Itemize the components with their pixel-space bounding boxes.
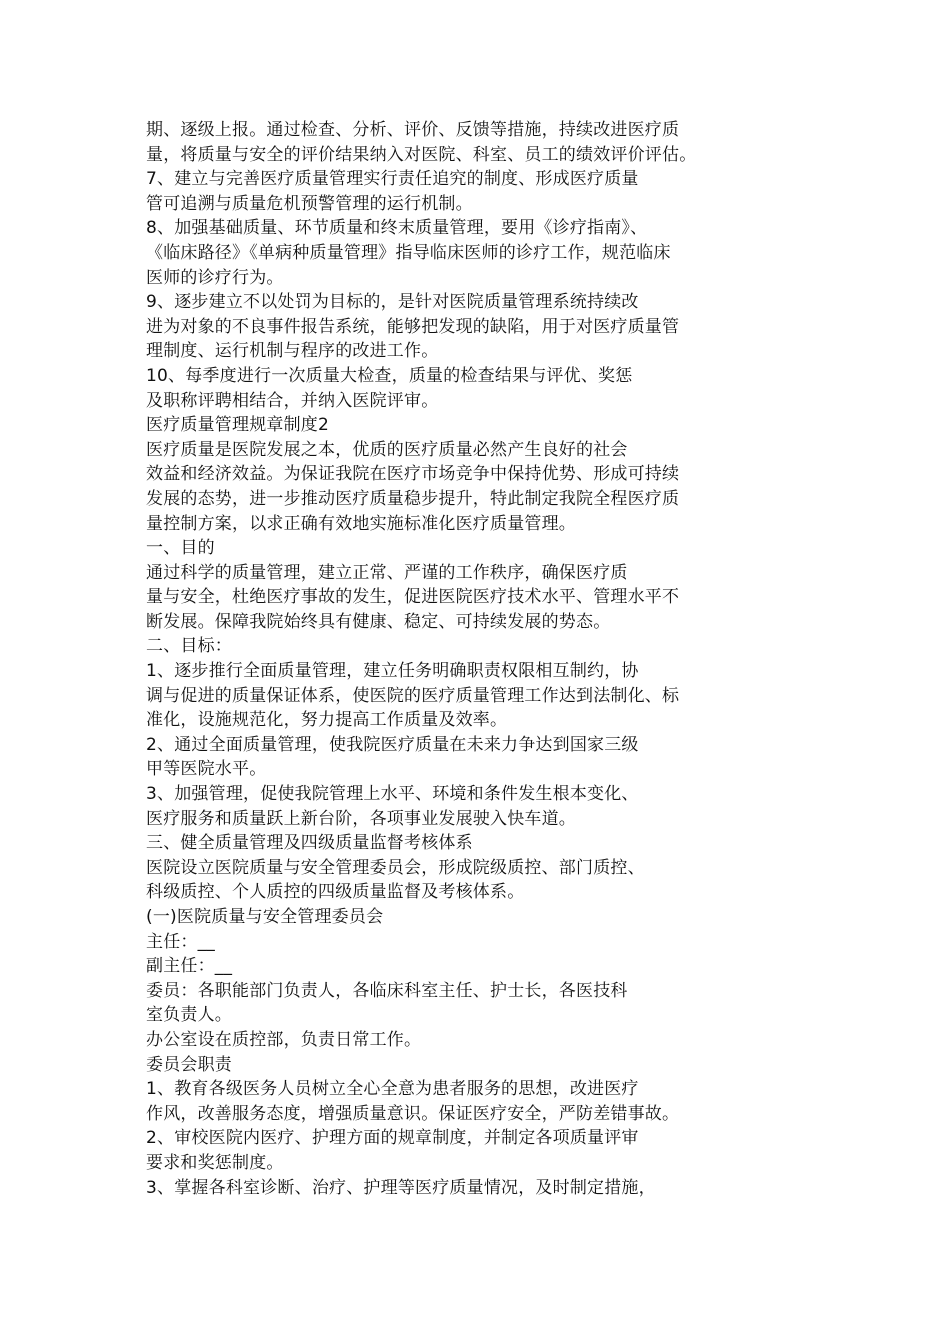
- text-line: 10、每季度进行一次质量大检查，质量的检查结果与评优、奖惩: [146, 365, 633, 386]
- text-line: 理制度、运行机制与程序的改进工作。: [146, 341, 439, 362]
- text-line: 8、加强基础质量、环节质量和终末质量管理，要用《诊疗指南》、: [146, 218, 648, 239]
- text-line: 9、逐步建立不以处罚为目标的，是针对医院质量管理系统持续改: [146, 292, 639, 313]
- subsection-heading: (一)医院质量与安全管理委员会: [146, 907, 384, 927]
- text-line: 量控制方案，以求正确有效地实施标准化医疗质量管理。: [146, 513, 576, 534]
- text-line: 办公室设在质控部，负责日常工作。: [146, 1029, 422, 1050]
- text-line: 进为对象的不良事件报告系统，能够把发现的缺陷，用于对医疗质量管: [146, 316, 680, 337]
- text-line: 医疗服务和质量跃上新台阶，各项事业发展驶入快车道。: [146, 808, 576, 829]
- text-line: 通过科学的质量管理，建立正常、严谨的工作秩序，确保医疗质: [146, 562, 628, 583]
- text-line: 甲等医院水平。: [146, 759, 267, 780]
- text-line: 准化，设施规范化，努力提高工作质量及效率。: [146, 710, 508, 731]
- document-page: [146, 118, 786, 1200]
- text-line: 量，将质量与安全的评价结果纳入对医院、科室、员工的绩效评价评估。: [146, 144, 697, 165]
- director-field: 主任：__: [146, 931, 215, 952]
- text-line: 医院设立医院质量与安全管理委员会，形成院级质控、部门质控、: [146, 857, 645, 878]
- text-line: 医疗质量是医院发展之本，优质的医疗质量必然产生良好的社会: [146, 439, 628, 460]
- text-line: 及职称评聘相结合，并纳入医院评审。: [146, 390, 439, 411]
- text-line: 室负责人。: [146, 1005, 232, 1026]
- section-heading: 三、健全质量管理及四级质量监督考核体系: [146, 833, 473, 854]
- text-line: 1、教育各级医务人员树立全心全意为患者服务的思想，改进医疗: [146, 1079, 639, 1100]
- subsection-heading: 委员会职责: [146, 1054, 232, 1075]
- text-line: 2、通过全面质量管理，使我院医疗质量在未来力争达到国家三级: [146, 734, 639, 755]
- text-line: 医师的诊疗行为。: [146, 267, 284, 288]
- section-heading: 二、目标：: [146, 636, 232, 657]
- text-line: 管可追溯与质量危机预警管理的运行机制。: [146, 193, 473, 214]
- text-line: 量与安全，杜绝医疗事故的发生，促进医院医疗技术水平、管理水平不: [146, 587, 680, 608]
- text-line: 委员：各职能部门负责人，各临床科室主任、护士长，各医技科: [146, 980, 628, 1001]
- text-line: 2、审校医院内医疗、护理方面的规章制度，并制定各项质量评审: [146, 1128, 639, 1149]
- text-line: 7、建立与完善医疗质量管理实行责任追究的制度、形成医疗质量: [146, 169, 639, 190]
- deputy-director-field: 副主任：__: [146, 956, 233, 977]
- text-line: 3、加强管理，促使我院管理上水平、环境和条件发生根本变化、: [146, 784, 639, 805]
- text-line: 要求和奖惩制度。: [146, 1152, 284, 1173]
- text-line: 期、逐级上报。通过检查、分析、评价、反馈等措施，持续改进医疗质: [146, 120, 680, 140]
- text-line: 3、掌握各科室诊断、治疗、护理等医疗质量情况，及时制定措施，: [146, 1177, 656, 1198]
- text-line: 1、逐步推行全面质量管理，建立任务明确职责权限相互制约，协: [146, 661, 639, 682]
- text-line: 作风，改善服务态度，增强质量意识。保证医疗安全，严防差错事故。: [146, 1103, 680, 1124]
- text-line: 《临床路径》《单病种质量管理》指导临床医师的诊疗工作，规范临床: [146, 242, 671, 263]
- section-heading: 一、目的: [146, 538, 215, 559]
- text-line: 断发展。保障我院始终具有健康、稳定、可持续发展的势态。: [146, 611, 611, 632]
- section-heading: 医疗质量管理规章制度2: [146, 415, 330, 436]
- text-line: 效益和经济效益。为保证我院在医疗市场竞争中保持优势、形成可持续: [146, 464, 680, 485]
- text-line: 调与促进的质量保证体系，使医院的医疗质量管理工作达到法制化、标: [146, 685, 680, 706]
- text-line: 科级质控、个人质控的四级质量监督及考核体系。: [146, 882, 525, 903]
- text-line: 发展的态势，进一步推动医疗质量稳步提升，特此制定我院全程医疗质: [146, 488, 680, 509]
